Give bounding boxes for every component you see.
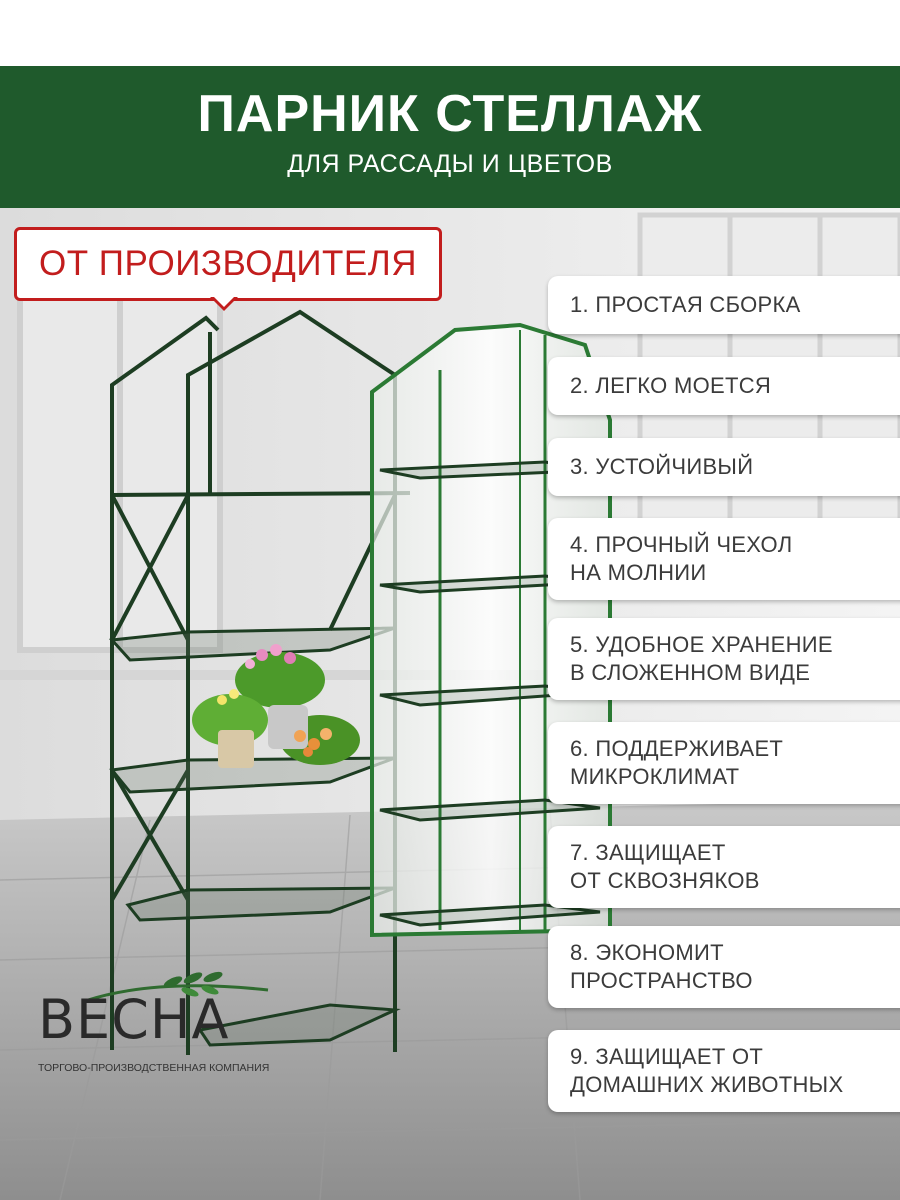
brand-tagline: ТОРГОВО-ПРОИЗВОДСТВЕННАЯ КОМПАНИЯ xyxy=(38,1062,270,1074)
brand-name: ВЕСНА xyxy=(38,988,230,1051)
feature-text: 2. ЛЕГКО МОЕТСЯ xyxy=(570,373,772,398)
feature-text: 8. ЭКОНОМИТ ПРОСТРАНСТВО xyxy=(570,940,753,993)
feature-card xyxy=(548,276,900,334)
feature-text: 5. УДОБНОЕ ХРАНЕНИЕ В СЛОЖЕННОМ ВИДЕ xyxy=(570,632,833,685)
feature-text: 9. ЗАЩИЩАЕТ ОТ ДОМАШНИХ ЖИВОТНЫХ xyxy=(570,1044,844,1097)
feature-text: 4. ПРОЧНЫЙ ЧЕХОЛ НА МОЛНИИ xyxy=(570,532,793,585)
manufacturer-badge xyxy=(14,227,442,301)
feature-card xyxy=(548,438,900,496)
feature-card xyxy=(548,357,900,415)
feature-text: 3. УСТОЙЧИВЫЙ xyxy=(570,454,754,479)
feature-card xyxy=(548,1030,900,1112)
feature-card xyxy=(548,618,900,700)
badge-pointer-inner xyxy=(213,296,235,307)
page-subtitle: ДЛЯ РАССАДЫ И ЦВЕТОВ xyxy=(287,150,613,178)
page-title: ПАРНИК СТЕЛЛАЖ xyxy=(197,85,703,143)
feature-card xyxy=(548,926,900,1008)
badge-text: ОТ ПРОИЗВОДИТЕЛЯ xyxy=(38,244,418,283)
feature-card xyxy=(548,722,900,804)
feature-text: 6. ПОДДЕРЖИВАЕТ МИКРОКЛИМАТ xyxy=(570,736,784,789)
feature-card xyxy=(548,518,900,600)
feature-card xyxy=(548,826,900,908)
feature-text: 7. ЗАЩИЩАЕТ ОТ СКВОЗНЯКОВ xyxy=(570,840,760,893)
brand-logo xyxy=(38,968,278,1078)
feature-text: 1. ПРОСТАЯ СБОРКА xyxy=(570,292,801,317)
